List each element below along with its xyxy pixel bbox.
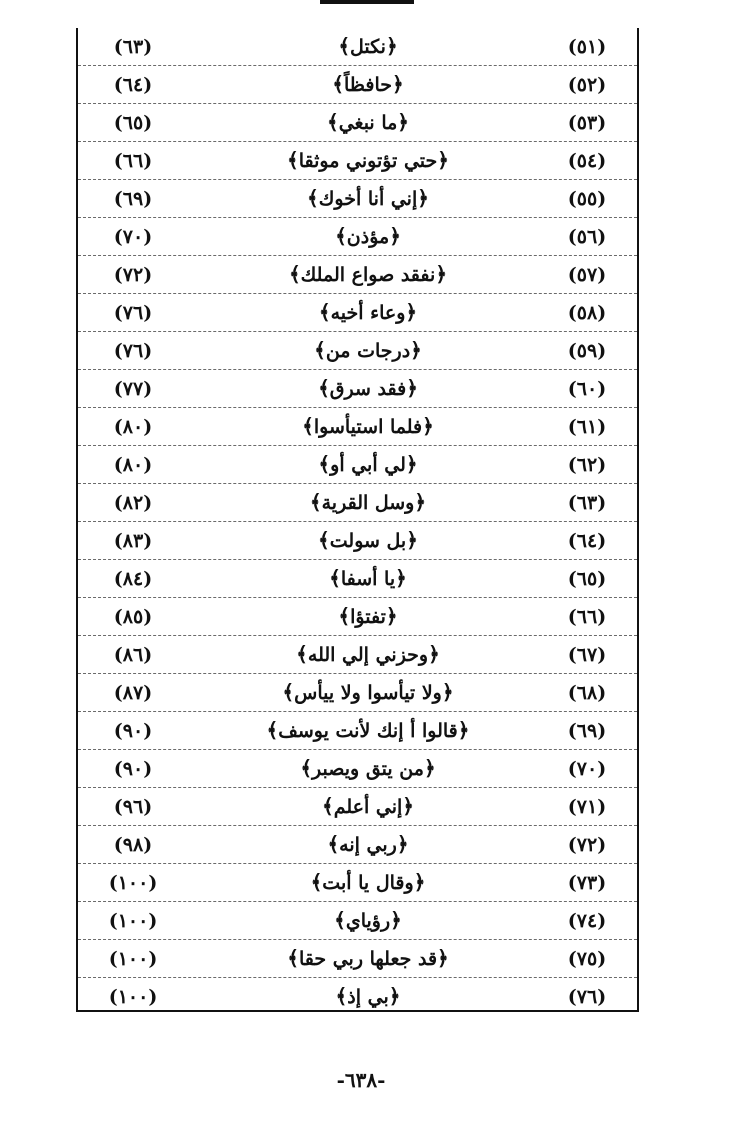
ornament-close-icon: ﴾ [334,908,346,932]
page-reference: (٩٦) [113,796,153,818]
ornament-open-icon: ﴿ [435,262,448,286]
page-reference: (٩٠) [113,720,153,742]
ornament-close-icon: ﴾ [321,794,334,818]
ornament-open-icon: ﴿ [417,186,429,210]
phrase-text: وسل القرية [321,492,415,514]
entry-number: (٧٣) [567,872,607,894]
phrase-text: بي إذ [347,986,389,1008]
phrase-cell [218,34,518,58]
page-reference: (٨٠) [113,454,153,476]
ornament-open-icon: ﴿ [402,794,414,818]
phrase-text: درجات من [325,340,411,362]
ornament-close-icon: ﴾ [318,528,330,552]
entry-number: (٧٠) [567,758,607,780]
table-row [78,484,637,522]
entry-number: (٥٦) [567,226,607,248]
entry-number: (٧١) [567,796,607,818]
page-reference: (٧٧) [113,378,153,400]
ornament-close-icon: ﴾ [307,186,319,210]
ornament-open-icon: ﴿ [406,528,418,552]
entry-number: (٥٨) [567,302,607,324]
page-reference: (١٠٠) [108,986,158,1008]
ornament-close-icon: ﴾ [318,376,330,400]
table-row [78,446,637,484]
phrase-cell [218,604,518,628]
phrase-cell [218,490,518,514]
phrase-text: نكتل [350,36,386,58]
phrase-cell [218,414,518,438]
entry-number: (٥٣) [567,112,607,134]
entry-number: (٦١) [567,416,607,438]
page-reference: (٦٦) [113,150,153,172]
phrase-text: ربي إنه [339,834,397,856]
ornament-open-icon: ﴿ [441,680,454,704]
phrase-text: لي أبي أو [330,454,406,476]
phrase-text: بل سولت [329,530,407,552]
page-reference: (٦٤) [113,74,153,96]
page-reference: (٩٨) [113,834,153,856]
ornament-open-icon: ﴿ [457,718,470,742]
phrase-text: إني أعلم [333,796,403,818]
phrase-text: يا أسفا [340,568,396,590]
ornament-open-icon: ﴿ [385,604,398,628]
page-reference: (٧٠) [113,226,153,248]
table-row [78,712,637,750]
entry-number: (٦٥) [567,568,607,590]
entry-number: (٧٦) [567,986,607,1008]
ornament-open-icon: ﴿ [385,34,398,58]
table-row [78,180,637,218]
page-number: -٦٣٨- [336,1068,386,1092]
table-row [78,560,637,598]
ornament-close-icon: ﴾ [302,414,314,438]
entry-number: (٦٧) [567,644,607,666]
phrase-cell [218,452,518,476]
page-reference: (٨٥) [113,606,153,628]
phrase-cell [218,794,518,818]
table-row [78,674,637,712]
ornament-open-icon: ﴿ [422,414,434,438]
phrase-text: ولا تيأسوا ولا ييأس [294,682,442,704]
entry-number: (٧٢) [567,834,607,856]
top-rule [320,0,414,4]
table-row [78,636,637,674]
phrase-cell [218,300,518,324]
phrase-cell [218,832,518,856]
entry-number: (٦٢) [567,454,607,476]
ornament-close-icon: ﴾ [309,490,322,514]
ornament-close-icon: ﴾ [288,262,301,286]
entry-number: (٥٢) [567,74,607,96]
phrase-cell [218,376,518,400]
page-reference: (١٠٠) [108,872,158,894]
phrase-cell [218,946,518,970]
phrase-text: حتي تؤتوني موثقا [298,150,438,172]
ornament-close-icon: ﴾ [287,946,299,970]
table-row [78,218,637,256]
ornament-close-icon: ﴾ [310,870,323,894]
phrase-text: وقال يا أبت [322,872,414,894]
ornament-close-icon: ﴾ [318,300,331,324]
entry-number: (٥١) [567,36,607,58]
table-row [78,104,637,142]
table-row [78,826,637,864]
entry-number: (٥٥) [567,188,607,210]
entry-number: (٦٣) [567,492,607,514]
ornament-open-icon: ﴿ [388,984,401,1008]
table-row [78,332,637,370]
ornament-close-icon: ﴾ [338,604,351,628]
entry-number: (٥٩) [567,340,607,362]
page-reference: (٨٣) [113,530,153,552]
ornament-close-icon: ﴾ [332,72,344,96]
ornament-close-icon: ﴾ [300,756,313,780]
table-row [78,902,637,940]
ornament-close-icon: ﴾ [296,642,308,666]
ornament-close-icon: ﴾ [318,452,331,476]
phrase-cell [218,72,518,96]
phrase-cell [218,110,518,134]
phrase-text: قد جعلها ربي حقا [298,948,438,970]
table-row [78,750,637,788]
ornament-open-icon: ﴿ [405,300,418,324]
phrase-text: وعاء أخيه [330,302,406,324]
page-reference: (٨٢) [113,492,153,514]
ornament-close-icon: ﴾ [326,110,339,134]
table-row [78,598,637,636]
ornament-open-icon: ﴿ [392,72,404,96]
phrase-cell [218,870,518,894]
ornament-open-icon: ﴿ [423,756,436,780]
table-row [78,788,637,826]
entry-number: (٦٩) [567,720,607,742]
page-reference: (٦٩) [113,188,153,210]
page-reference: (٧٦) [113,340,153,362]
entry-number: (٦٠) [567,378,607,400]
ornament-close-icon: ﴾ [335,224,347,248]
page-reference: (٨٤) [113,568,153,590]
entry-number: (٦٦) [567,606,607,628]
table-row [78,408,637,446]
phrase-text: مؤذن [346,226,390,248]
phrase-cell [218,756,518,780]
page-reference: (٧٢) [113,264,153,286]
ornament-open-icon: ﴿ [437,148,449,172]
entry-number: (٦٤) [567,530,607,552]
phrase-cell [218,148,518,172]
page-reference: (١٠٠) [108,910,158,932]
phrase-text: فقد سرق [329,378,407,400]
phrase-cell [218,642,518,666]
ornament-open-icon: ﴿ [406,376,418,400]
entry-number: (٧٤) [567,910,607,932]
table-row [78,522,637,560]
phrase-cell [218,718,518,742]
page-reference: (٩٠) [113,758,153,780]
page-reference: (٧٦) [113,302,153,324]
ornament-open-icon: ﴿ [395,566,407,590]
page-reference: (٦٥) [113,112,153,134]
table-row [78,940,637,978]
phrase-cell [218,566,518,590]
ornament-open-icon: ﴿ [428,642,440,666]
ornament-open-icon: ﴿ [414,490,427,514]
table-row [78,978,637,1016]
ornament-close-icon: ﴾ [314,338,326,362]
phrase-cell [218,908,518,932]
table-row [78,28,637,66]
phrase-cell [218,186,518,210]
table-row [78,142,637,180]
ornament-close-icon: ﴾ [338,34,351,58]
phrase-cell [218,224,518,248]
phrase-text: نفقد صواع الملك [300,264,436,286]
ornament-open-icon: ﴿ [396,832,409,856]
ornament-close-icon: ﴾ [327,832,340,856]
entry-number: (٥٤) [567,150,607,172]
table-row [78,66,637,104]
page-reference: (١٠٠) [108,948,158,970]
page-reference: (٨٧) [113,682,153,704]
phrase-cell [218,338,518,362]
ornament-open-icon: ﴿ [397,110,410,134]
phrase-cell [218,528,518,552]
page-reference: (٦٣) [113,36,153,58]
ornament-open-icon: ﴿ [413,870,426,894]
table-row [78,256,637,294]
phrase-cell [218,680,518,704]
ornament-open-icon: ﴿ [410,338,422,362]
page-reference: (٨٦) [113,644,153,666]
entry-number: (٥٧) [567,264,607,286]
ornament-open-icon: ﴿ [405,452,418,476]
table-row [78,864,637,902]
entry-number: (٦٨) [567,682,607,704]
ornament-close-icon: ﴾ [266,718,279,742]
ornament-open-icon: ﴿ [437,946,449,970]
phrase-text: من يتق ويصبر [312,758,424,780]
ornament-open-icon: ﴿ [390,908,402,932]
entry-number: (٧٥) [567,948,607,970]
ornament-close-icon: ﴾ [287,148,299,172]
phrase-cell [218,262,518,286]
page-reference: (٨٠) [113,416,153,438]
phrase-text: قالوا أ إنك لأنت يوسف [278,720,458,742]
phrase-text: إني أنا أخوك [318,188,418,210]
ornament-close-icon: ﴾ [329,566,341,590]
phrase-text: حافظاً [344,74,392,96]
table-row [78,294,637,332]
phrase-text: ما نبغي [338,112,398,134]
phrase-text: تفتؤا [350,606,386,628]
phrase-text: رؤياي [345,910,391,932]
table-row [78,370,637,408]
ornament-close-icon: ﴾ [335,984,348,1008]
phrase-text: فلما استيأسوا [313,416,423,438]
ornament-open-icon: ﴿ [389,224,401,248]
phrase-cell [218,984,518,1008]
ornament-close-icon: ﴾ [282,680,295,704]
phrase-text: وحزني إلي الله [307,644,429,666]
index-table [76,28,639,1012]
